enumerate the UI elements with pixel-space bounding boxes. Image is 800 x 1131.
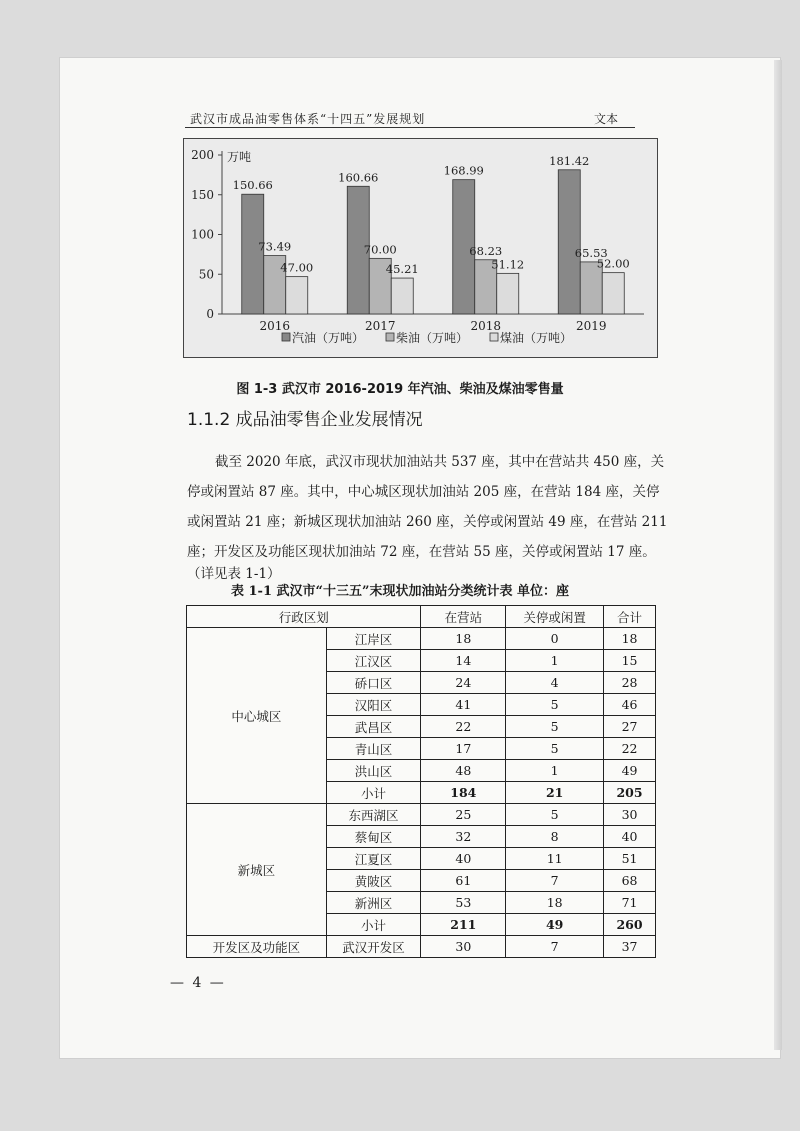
- table-row: [187, 804, 656, 826]
- bar-value-label: 160.66: [338, 170, 379, 185]
- table-cell: 18: [604, 628, 656, 650]
- table-cell: 37: [604, 936, 656, 958]
- table-row: [187, 628, 656, 650]
- table-cell: 0: [506, 628, 604, 650]
- paragraph-line: 或闲置站 21 座；新城区现状加油站 260 座，关停或闲置站 49 座，在营站 211: [187, 514, 668, 530]
- table-cell: 武汉开发区: [326, 936, 421, 958]
- table-cell: 28: [604, 672, 656, 694]
- bar-value-label: 150.66: [232, 178, 273, 193]
- table-cell: 4: [506, 672, 604, 694]
- table-cell: 51: [604, 848, 656, 870]
- bar-value-label: 168.99: [443, 163, 484, 178]
- table-cell: 汉阳区: [326, 694, 421, 716]
- table-cell: 江岸区: [326, 628, 421, 650]
- table-cell: 8: [506, 826, 604, 848]
- table-cell: 新洲区: [326, 892, 421, 914]
- table-cell: 洪山区: [326, 760, 421, 782]
- group-name-cell: 中心城区: [187, 628, 327, 804]
- bar-2019-series-2: [602, 273, 624, 314]
- page-edge-shadow: [774, 60, 782, 1050]
- bar-value-label: 52.00: [596, 256, 630, 271]
- table-cell: 江汉区: [326, 650, 421, 672]
- subtotal-cell: 205: [604, 782, 656, 804]
- table-cell: 40: [421, 848, 506, 870]
- table-cell: 14: [421, 650, 506, 672]
- bar-value-label: 68.23: [469, 243, 503, 258]
- table-cell: 5: [506, 738, 604, 760]
- table-cell: 40: [604, 826, 656, 848]
- table-cell: 硚口区: [326, 672, 421, 694]
- paragraph-line: （详见表 1-1）: [187, 566, 281, 582]
- bar-2017-series-2: [391, 278, 413, 314]
- section-heading: 1.1.2 成品油零售企业发展情况: [187, 410, 423, 430]
- table-cell: 41: [421, 694, 506, 716]
- table-row: [187, 936, 656, 958]
- table-cell: 24: [421, 672, 506, 694]
- y-tick-label: 100: [191, 227, 214, 242]
- header-cell: 行政区划: [187, 606, 421, 628]
- y-tick-label: 150: [191, 187, 214, 202]
- table-cell: 71: [604, 892, 656, 914]
- table-cell: 5: [506, 694, 604, 716]
- table-cell: 27: [604, 716, 656, 738]
- subtotal-cell: 小计: [326, 914, 421, 936]
- table-cell: 7: [506, 936, 604, 958]
- table-cell: 22: [604, 738, 656, 760]
- table-cell: 68: [604, 870, 656, 892]
- table-cell: 1: [506, 760, 604, 782]
- legend-label: 汽油（万吨）: [292, 331, 365, 345]
- x-tick-label: 2019: [575, 319, 607, 333]
- bar-2016-series-2: [286, 277, 308, 314]
- header-cell: 合计: [604, 606, 656, 628]
- y-tick-label: 0: [206, 307, 214, 321]
- table-cell: 61: [421, 870, 506, 892]
- page-number: — 4 —: [170, 975, 226, 991]
- paragraph-line: 停或闲置站 87 座。其中，中心城区现状加油站 205 座，在营站 184 座，关停: [187, 484, 660, 500]
- legend-swatch: [490, 333, 498, 341]
- header-title: 武汉市成品油零售体系“十四五”发展规划: [190, 112, 426, 126]
- bar-value-label: 45.21: [385, 262, 419, 277]
- table-cell: 18: [421, 628, 506, 650]
- table-cell: 18: [506, 892, 604, 914]
- paragraph-line: 座；开发区及功能区现状加油站 72 座，在营站 55 座，关停或闲置站 17 座。: [187, 544, 656, 560]
- x-tick-label: 2016: [259, 319, 291, 333]
- subtotal-cell: 小计: [326, 782, 421, 804]
- bar-value-label: 70.00: [363, 242, 397, 257]
- table-cell: 32: [421, 826, 506, 848]
- bar-value-label: 47.00: [280, 260, 314, 275]
- group-name-cell: 开发区及功能区: [187, 936, 327, 958]
- bar-2016-series-0: [242, 194, 264, 314]
- y-tick-label: 50: [198, 267, 214, 282]
- table-cell: 7: [506, 870, 604, 892]
- figure-caption: 图 1-3 武汉市 2016-2019 年汽油、柴油及煤油零售量: [236, 382, 564, 397]
- legend-label: 柴油（万吨）: [396, 331, 469, 345]
- table-header-row: [187, 606, 656, 628]
- subtotal-cell: 49: [506, 914, 604, 936]
- table-cell: 蔡甸区: [326, 826, 421, 848]
- y-unit-label: 万吨: [227, 150, 252, 164]
- table-cell: 黄陂区: [326, 870, 421, 892]
- table-cell: 东西湖区: [326, 804, 421, 826]
- header-rule: [185, 127, 635, 128]
- table-cell: 53: [421, 892, 506, 914]
- table-cell: 武昌区: [326, 716, 421, 738]
- table-cell: 江夏区: [326, 848, 421, 870]
- sales-bar-chart: [183, 138, 658, 358]
- header-cell: 关停或闲置: [506, 606, 604, 628]
- bar-value-label: 181.42: [549, 153, 590, 168]
- legend-swatch: [386, 333, 394, 341]
- table-cell: 49: [604, 760, 656, 782]
- table-cell: 25: [421, 804, 506, 826]
- header-cell: 在营站: [421, 606, 506, 628]
- paragraph-line: 截至 2020 年底，武汉市现状加油站共 537 座，其中在营站共 450 座，关: [215, 454, 665, 470]
- bar-value-label: 73.49: [258, 239, 292, 254]
- table-cell: 5: [506, 804, 604, 826]
- station-stats-table: [186, 605, 656, 958]
- header-tag: 文本: [593, 112, 618, 126]
- bar-value-label: 51.12: [491, 257, 525, 272]
- legend-label: 煤油（万吨）: [500, 331, 573, 345]
- subtotal-cell: 21: [506, 782, 604, 804]
- bar-value-label: 65.53: [574, 245, 608, 260]
- table-cell: 22: [421, 716, 506, 738]
- chart-canvas: [184, 139, 657, 357]
- table-cell: 11: [506, 848, 604, 870]
- legend-swatch: [282, 333, 290, 341]
- table-cell: 15: [604, 650, 656, 672]
- table-cell: 17: [421, 738, 506, 760]
- y-tick-label: 200: [191, 148, 214, 162]
- x-tick-label: 2018: [470, 319, 502, 333]
- table-cell: 30: [421, 936, 506, 958]
- table-cell: 30: [604, 804, 656, 826]
- table-cell: 46: [604, 694, 656, 716]
- table-cell: 1: [506, 650, 604, 672]
- table-cell: 48: [421, 760, 506, 782]
- subtotal-cell: 211: [421, 914, 506, 936]
- bar-2019-series-0: [558, 170, 580, 314]
- group-name-cell: 新城区: [187, 804, 327, 936]
- subtotal-cell: 184: [421, 782, 506, 804]
- bar-2018-series-2: [497, 273, 519, 314]
- body-paragraph: [187, 447, 668, 585]
- x-tick-label: 2017: [364, 319, 396, 333]
- table-cell: 5: [506, 716, 604, 738]
- subtotal-cell: 260: [604, 914, 656, 936]
- table-cell: 青山区: [326, 738, 421, 760]
- table-caption: 表 1-1 武汉市“十三五”末现状加油站分类统计表 单位：座: [230, 584, 570, 599]
